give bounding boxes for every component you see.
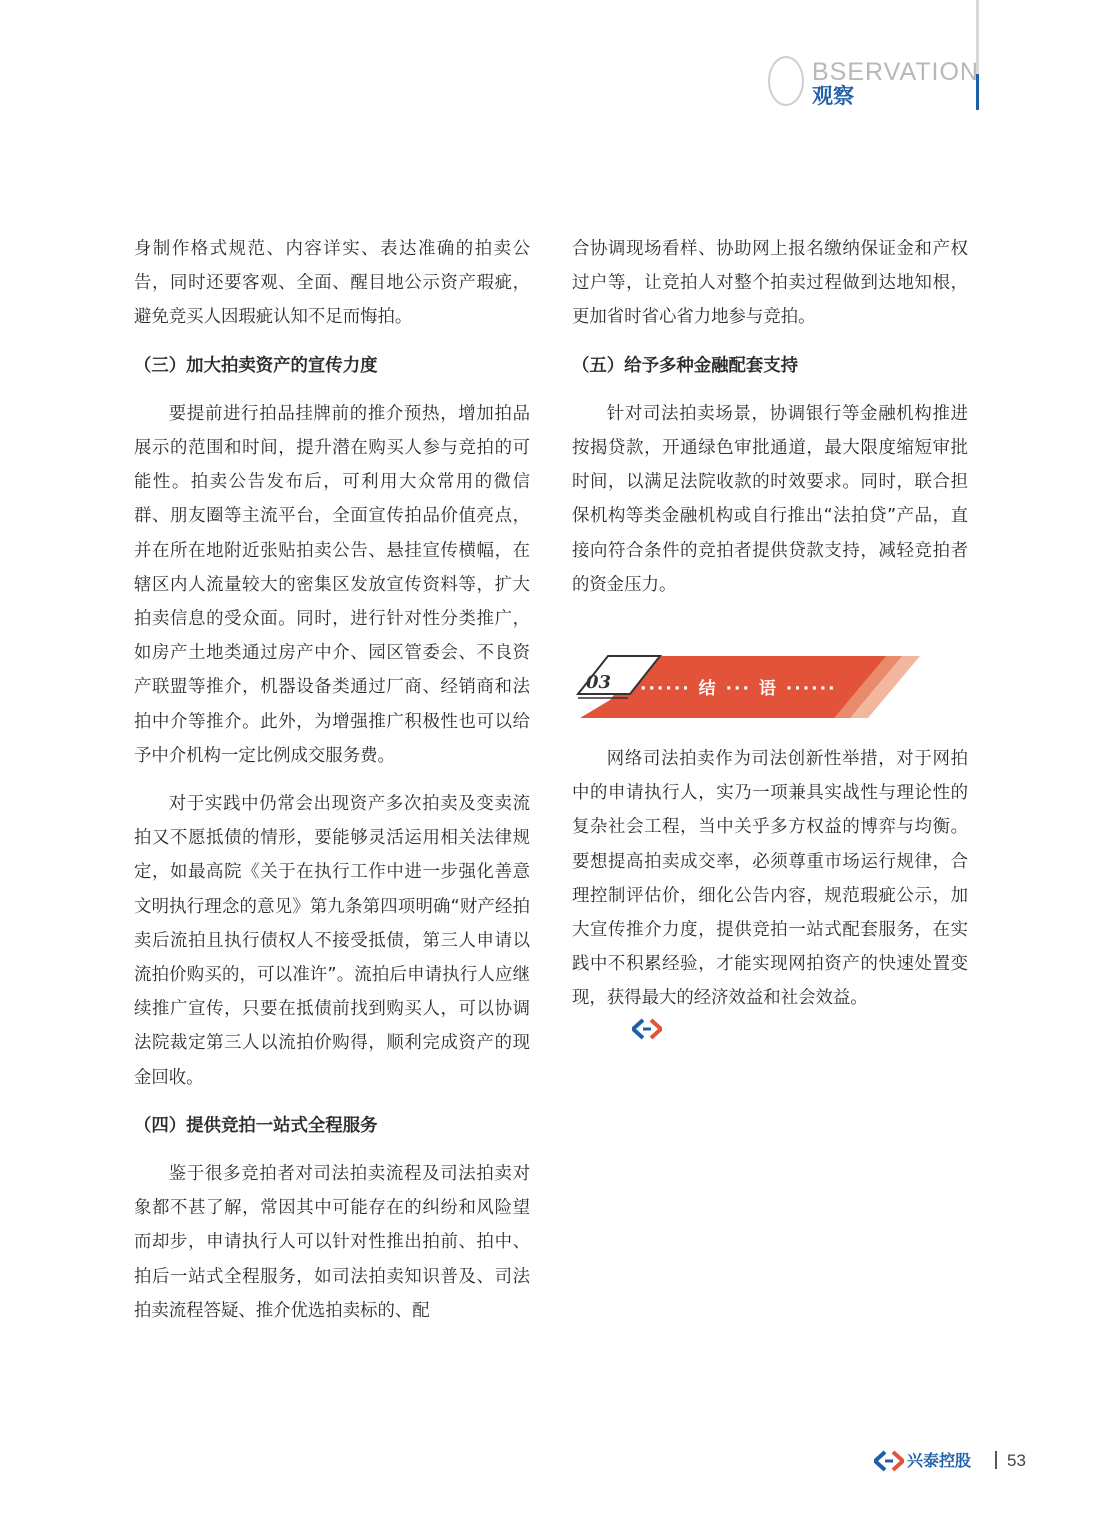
footer-separator — [995, 1451, 997, 1469]
heading-5-financial-support: （五）给予多种金融配套支持 — [572, 355, 799, 376]
conclusion-paragraph: 网络司法拍卖作为司法创新性举措，对于网拍中的申请执行人，实乃一项兼具实战性与理论性的复杂社会工程，当中关乎多方权益的博弈与均衡。要想提高拍卖成交率，必须尊重市场运行规律，合理控制评估价，细化公告内容，规范瑕疵公示，加大宣传推介力度，提供竞拍一站式配套服务，在实践中不积累经验，才能实现网拍资产的快速处置变现，获得最大的经济效益和社会效益。 — [572, 749, 968, 1009]
heading-3-publicity: （三）加大拍卖资产的宣传力度 — [134, 355, 378, 376]
left-paragraph-2: 要提前进行拍品挂牌前的推介预热，增加拍品展示的范围和时间，提升潜在购买人参与竞拍的可能性。拍卖公告发布后，可利用大众常用的微信群、朋友圈等主流平台，全面宣传拍品价值亮点，并在所在地附近张贴拍卖公告、悬挂宣传横幅，在辖区内人流量较大的密集区发放宣传资料等，扩大拍卖信息的受众面。同时，进行针对性分类推广，如房产土地类通过房产中介、园区管委会、不良资产联盟等推介，机器设备类通过厂商、经销商和法拍中介等推介。此外，为增强推广积极性也可以给予中介机构一定比例成交服务费。 — [134, 403, 530, 766]
left-paragraph-3: 对于实践中仍常会出现资产多次拍卖及变卖流拍又不愿抵债的情形，要能够灵活运用相关法律规定，如最高院《关于在执行工作中进一步强化善意文明执行理念的意见》第九条第四项明确“财产经拍卖后流拍且执行债权人不接受抵债，第三人申请以流拍价购买的，可以准许”。流拍后申请执行人应继续推广宣传，只要在抵债前找到购买人，可以协调法院裁定第三人以流拍价购得，顺利完成资产的现金回收。 — [134, 794, 530, 1088]
left-column — [134, 232, 530, 1328]
banner-title: ······ 结 ··· 语 ······ — [640, 679, 837, 699]
left-paragraph-4: 鉴于很多竞拍者对司法拍卖流程及司法拍卖对象都不甚了解，常因其中可能存在的纠纷和风险望而却步，申请执行人可以针对性推出拍前、拍中、拍后一站式全程服务，如司法拍卖知识普及、司法拍卖流程答疑、推介优选拍卖标的、配 — [134, 1164, 530, 1321]
conclusion-block — [572, 742, 968, 1016]
section-title-en: BSERVATION — [812, 58, 979, 86]
right-paragraph-1: 合协调现场看样、协助网上报名缴纳保证金和产权过户等，让竞拍人对整个拍卖过程做到达地知根，更加省时省心省力地参与竞拍。 — [572, 239, 968, 328]
banner-number: 03 — [586, 672, 612, 693]
section-initial-ring — [768, 56, 804, 106]
right-column — [572, 232, 968, 602]
brand-logo-icon — [874, 1450, 904, 1472]
footer-brand-name: 兴泰控股 — [907, 1451, 972, 1470]
section-title-cn: 观察 — [812, 84, 854, 108]
right-paragraph-2: 针对司法拍卖场景，协调银行等金融机构推进按揭贷款，开通绿色审批通道，最大限度缩短审批时间，以满足法院收款的时效要求。同时，联合担保机构等类金融机构或自行推出“法拍贷”产品，直接向符合条件的竞拍者提供贷款支持，减轻竞拍者的资金压力。 — [572, 403, 968, 595]
heading-4-one-stop-service: （四）提供竞拍一站式全程服务 — [134, 1115, 378, 1136]
end-logo-icon — [632, 1018, 662, 1040]
left-paragraph-1: 身制作格式规范、内容详实、表达准确的拍卖公告，同时还要客观、全面、醒目地公示资产瑕疵，避免竞买人因瑕疵认知不足而悔拍。 — [134, 239, 530, 328]
page-number: 53 — [1007, 1451, 1026, 1470]
